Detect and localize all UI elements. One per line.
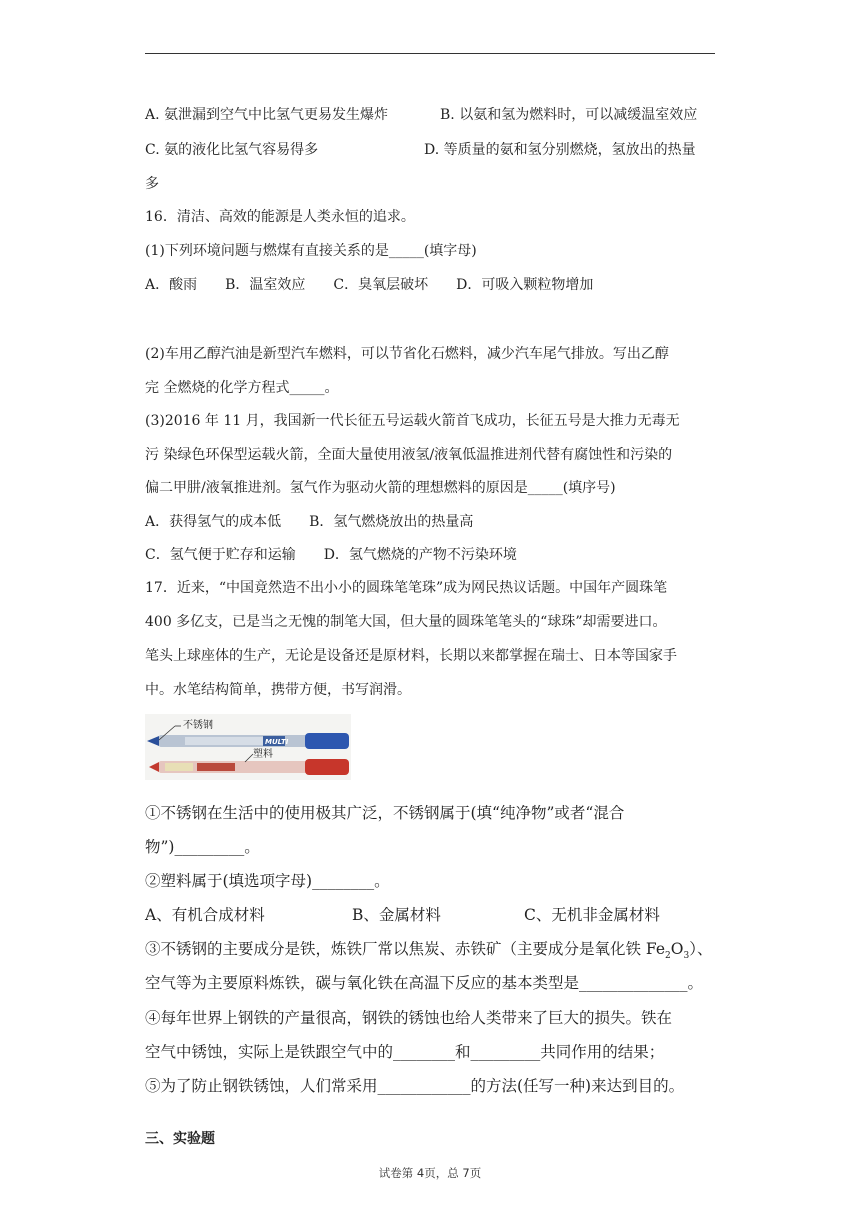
q17-line1: 17．近来，“中国竟然造不出小小的圆珠笔笔珠”成为网民热议话题。中国年产圆珠笔 bbox=[145, 580, 668, 596]
q17-sub4-line1: ④每年世界上钢铁的产量很高，钢铁的锈蚀也给人类带来了巨大的损失。铁在 bbox=[145, 1009, 673, 1027]
page-footer: 试卷第 4页，总 7页 bbox=[378, 1166, 482, 1180]
q16-stem: 16．清洁、高效的能源是人类永恒的追求。 bbox=[145, 209, 415, 225]
q17-sub3-line2: 空气等为主要原料炼铁，碳与氧化铁在高温下反应的基本类型是______________。 bbox=[145, 974, 704, 992]
q17-sub3-line1: ③不锈钢的主要成分是铁，炼铁厂常以焦炭、赤铁矿（主要成分是氧化铁 $Fe_2O_3$）、 bbox=[145, 940, 713, 962]
q15-option-a: A. 氨泄漏到空气中比氢气更易发生爆炸 bbox=[145, 107, 389, 123]
q17-sub1-line1: ①不锈钢在生活中的使用极其广泛，不锈钢属于(填“纯净物”或者“混合 bbox=[145, 804, 625, 822]
q17-sub1-line2: 物”)_________。 bbox=[145, 838, 260, 856]
q16-part3-line3: 偏二甲肼/液氧推进剂。氢气作为驱动火箭的理想燃料的原因是_____(填序号) bbox=[145, 480, 616, 496]
q15-option-c: C. 氨的液化比氢气容易得多 bbox=[145, 142, 319, 158]
q16-part2-line1: (2)车用乙醇汽油是新型汽车燃料，可以节省化石燃料，减少汽车尾气排放。写出乙醇 bbox=[145, 346, 669, 362]
q17-sub2-option-b: B、金属材料 bbox=[352, 906, 441, 924]
q17-line4: 中。水笔结构简单，携带方便，书写润滑。 bbox=[145, 682, 411, 698]
q15-option-b: B. 以氨和氢为燃料时，可以减缓温室效应 bbox=[440, 107, 698, 123]
label-stainless-steel: 不锈钢 bbox=[183, 720, 213, 731]
q17-line3: 笔头上球座体的生产，无论是设备还是原材料，长期以来都掌握在瑞士、日本等国家手 bbox=[145, 648, 677, 664]
q17-sub2-option-a: A、有机合成材料 bbox=[145, 906, 265, 924]
section-heading: 三、实验题 bbox=[145, 1131, 215, 1147]
q16-part2-line2: 完 全燃烧的化学方程式_____。 bbox=[145, 380, 339, 396]
q16-part1: (1)下列环境问题与燃煤有直接关系的是_____(填字母) bbox=[145, 243, 477, 259]
q16-part3-line1: (3)2016 年 11 月，我国新一代长征五号运载火箭首飞成功，长征五号是大推力无毒无 bbox=[145, 413, 680, 429]
q16-part3-line2: 污 染绿色环保型运载火箭，全面大量使用液氢/液氧低温推进剂代替有腐蚀性和污染的 bbox=[145, 447, 673, 463]
q17-sub2: ②塑料属于(填选项字母)________。 bbox=[145, 872, 390, 890]
q17-line2: 400 多亿支，已是当之无愧的制笔大国，但大量的圆珠笔笔头的“球珠”却需要进口。 bbox=[145, 614, 667, 630]
q16-part1-options: A．酸雨 B．温室效应 C．臭氧层破坏 D．可吸入颗粒物增加 bbox=[145, 277, 594, 293]
q17-sub2-option-c: C、无机非金属材料 bbox=[524, 906, 660, 924]
pen-illustration-icon bbox=[145, 714, 351, 780]
q15-option-d-cont: 多 bbox=[145, 176, 159, 192]
pen-brand-text: MULTI bbox=[265, 738, 289, 746]
header-rule bbox=[145, 53, 715, 54]
label-plastic: 塑料 bbox=[253, 749, 273, 760]
q16-part3-options-2: C．氢气便于贮存和运输 D．氢气燃烧的产物不污染环境 bbox=[145, 547, 517, 563]
q16-part3-options-1: A．获得氢气的成本低 B．氢气燃烧放出的热量高 bbox=[145, 514, 474, 530]
q15-option-d: D. 等质量的氨和氢分别燃烧，氢放出的热量 bbox=[424, 142, 696, 158]
q17-sub4-line2: 空气中锈蚀，实际上是铁跟空气中的________和_________共同作用的结果； bbox=[145, 1043, 665, 1061]
q17-sub5: ⑤为了防止钢铁锈蚀，人们常采用____________的方法(任写一种)来达到目的。 bbox=[145, 1077, 685, 1095]
